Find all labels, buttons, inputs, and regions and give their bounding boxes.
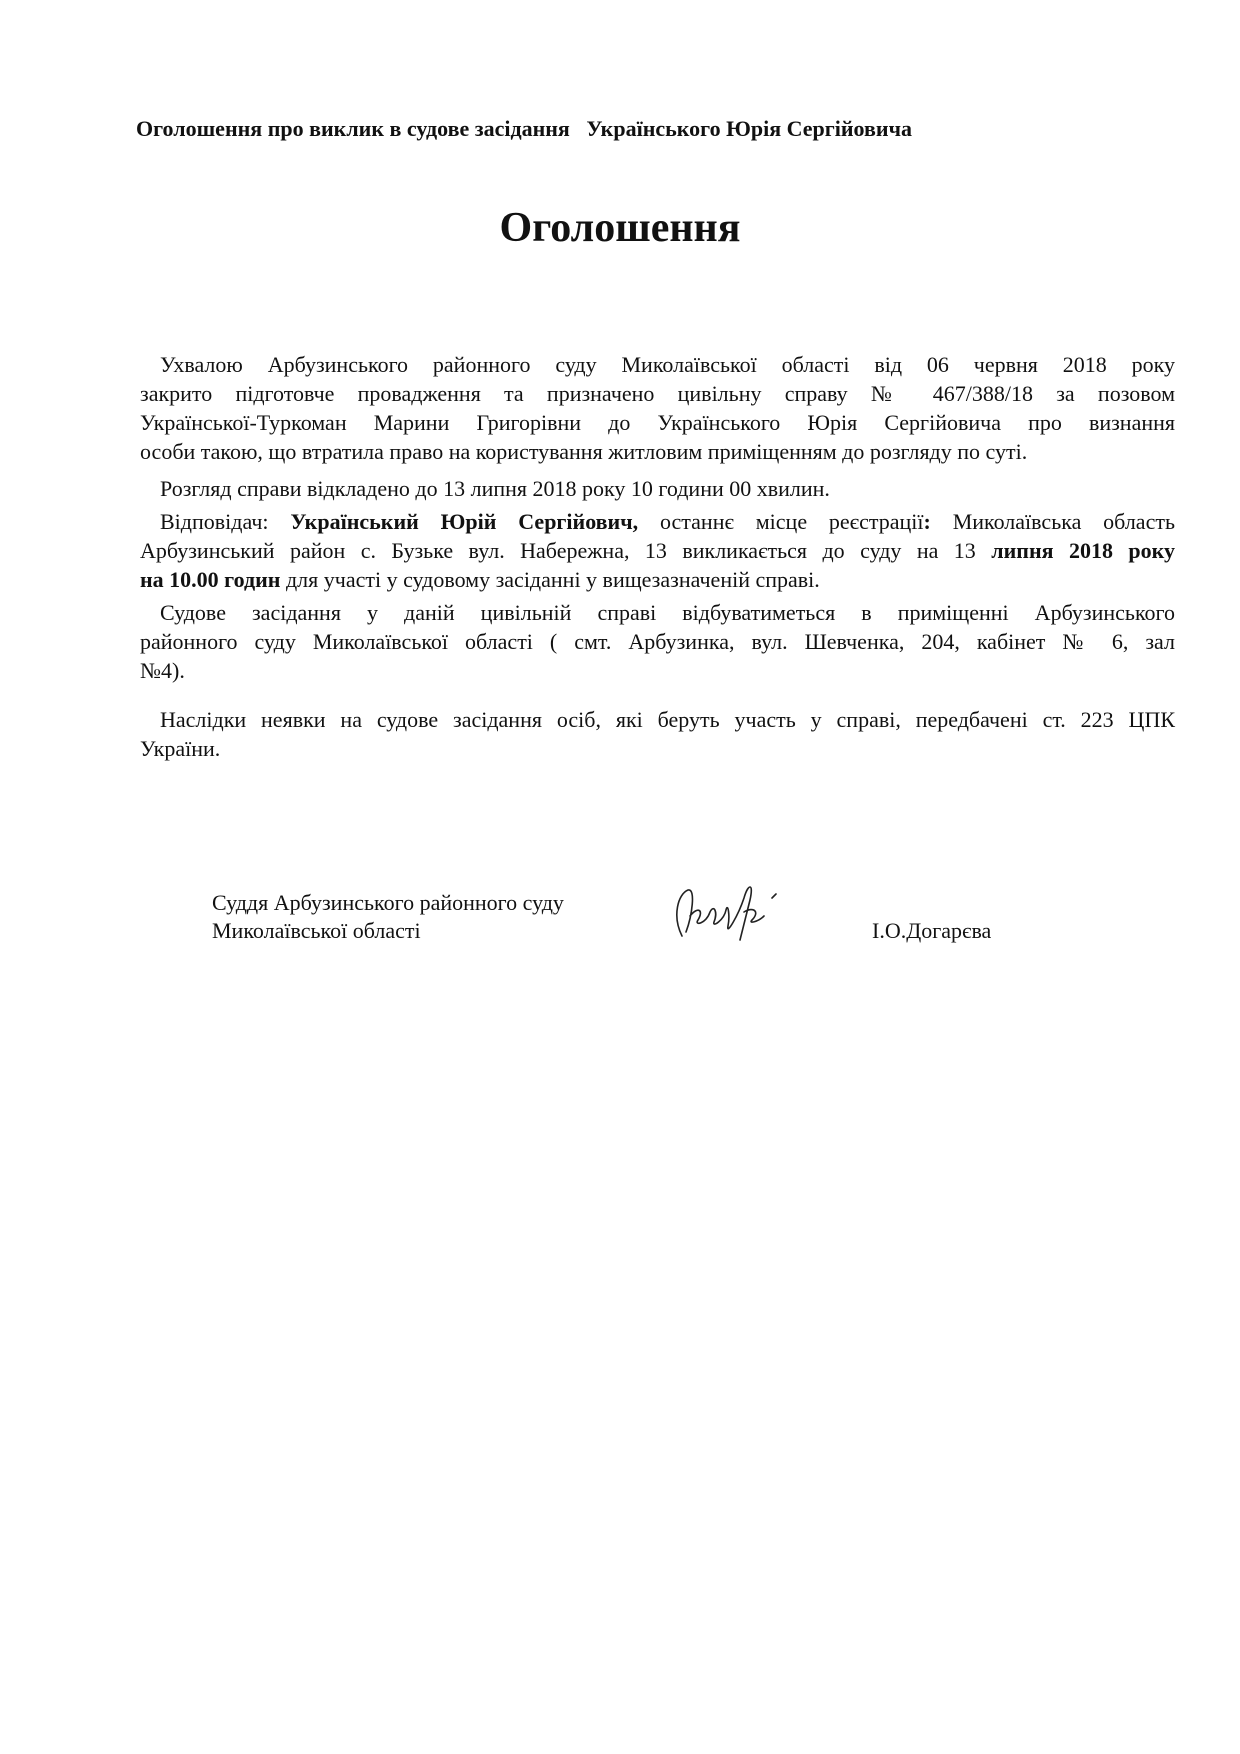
- text: Розгляд справи відкладено до 13 липня 2018 року 10 години 00 хвилин.: [160, 476, 830, 501]
- bold-text: на 10.00 годин: [140, 567, 281, 592]
- text: закрито підготовче провадження та призначено цивільну справу № 467/388/18 за позовом: [140, 381, 1175, 406]
- text-line: [140, 507, 1175, 536]
- handwritten-signature: [668, 876, 788, 946]
- text: районного суду Миколаївської області ( смт. Арбузинка, вул. Шевченка, 204, кабінет № 6, зал: [140, 629, 1175, 654]
- paragraph-postponement: [140, 474, 1175, 503]
- bold-text: липня 2018 року: [991, 538, 1175, 563]
- text-line: [140, 598, 1175, 627]
- text-line: [140, 474, 1175, 503]
- text-line: [140, 705, 1175, 734]
- paragraph-ruling: [140, 350, 1175, 466]
- text-line: [140, 565, 1175, 594]
- text-line: [140, 379, 1175, 408]
- text-line: [140, 734, 1175, 763]
- text-line: [140, 350, 1175, 379]
- text: Ухвалою Арбузинського районного суду Миколаївської області від 06 червня 2018 року: [160, 352, 1175, 377]
- text: №4).: [140, 658, 185, 683]
- text-line: [140, 408, 1175, 437]
- text: особи такою, що втратила право на користування житловим приміщенням до розгляду по суті.: [140, 439, 1028, 464]
- text: останнє місце реєстрації: [638, 509, 924, 534]
- text: Наслідки неявки на судове засідання осіб, які беруть участь у справі, передбачені ст. 223 ЦПК: [160, 707, 1175, 732]
- text-line: [140, 656, 1175, 685]
- bold-text: :: [923, 509, 931, 534]
- text-line: [140, 437, 1175, 466]
- judge-name: І.О.Догарєва: [872, 918, 992, 943]
- paragraph-consequences: [140, 705, 1175, 763]
- text: Миколаївська область: [930, 509, 1175, 534]
- text-line: [140, 627, 1175, 656]
- judge-position-line1: Суддя Арбузинського районного суду: [212, 890, 564, 915]
- text: Відповідач:: [160, 509, 291, 534]
- document-title: Оголошення: [499, 205, 741, 251]
- text: для участі у судовому засіданні у вищезазначеній справі.: [280, 567, 820, 592]
- text: України.: [140, 736, 221, 761]
- text: Арбузинський район с. Бузьке вул. Набережна, 13 викликається до суду на 13: [140, 538, 992, 563]
- paragraph-venue: [140, 598, 1175, 685]
- paragraph-defendant: [140, 507, 1175, 594]
- judge-position: [212, 889, 564, 945]
- judge-position-line2: Миколаївської області: [212, 918, 421, 943]
- document-heading: Оголошення про виклик в судове засідання Українського Юрія Сергійовича: [136, 116, 912, 141]
- bold-text: Український Юрій Сергійович,: [290, 509, 639, 534]
- text: Української-Туркоман Марини Григорівни до Українського Юрія Сергійовича про визнання: [140, 410, 1175, 435]
- text: Судове засідання у даній цивільній справі відбуватиметься в приміщенні Арбузинського: [160, 600, 1175, 625]
- text-line: [140, 536, 1175, 565]
